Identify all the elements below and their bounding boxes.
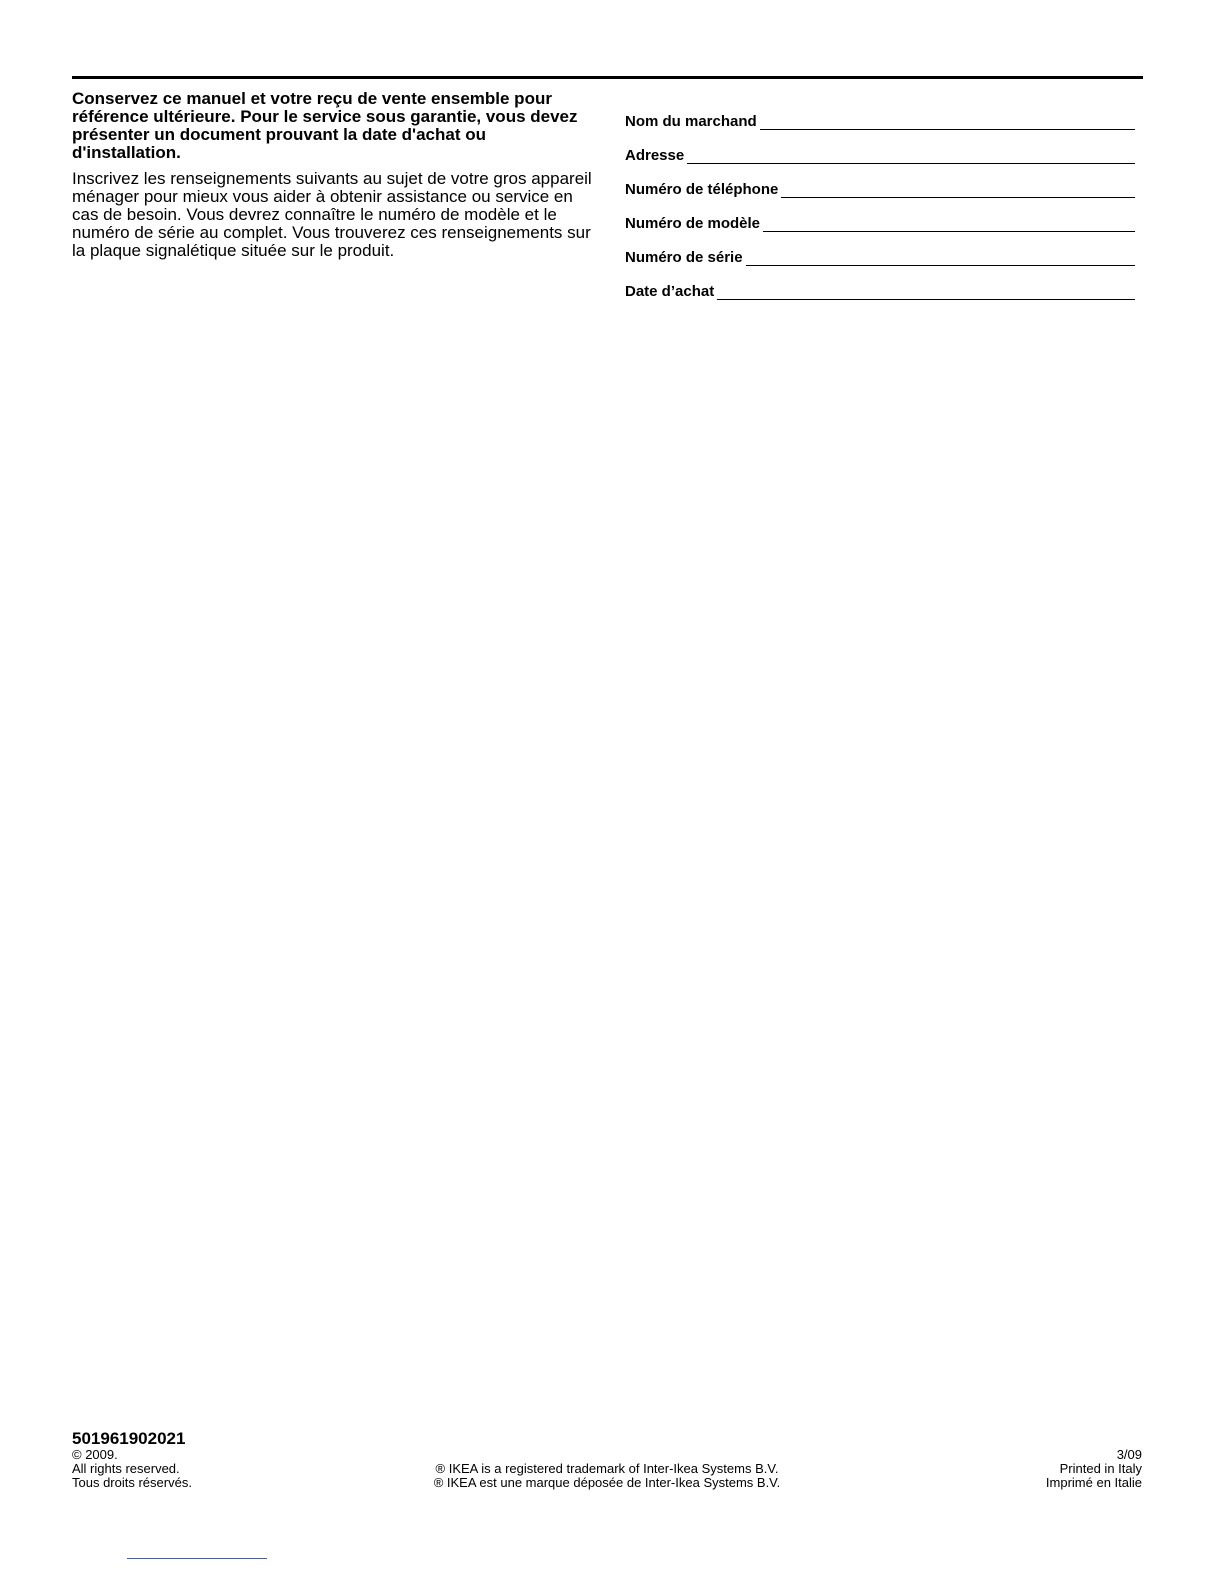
- purchase-date-blank[interactable]: [717, 286, 1135, 300]
- footer-line: Imprimé en Italie: [1045, 1475, 1142, 1490]
- footer-line: ® IKEA est une marque déposée de Inter-Ikea Systems B.V.: [433, 1475, 781, 1490]
- purchase-info-form: [625, 96, 1135, 300]
- field-label: Nom du marchand: [625, 113, 757, 130]
- footer-columns: [72, 1448, 1142, 1496]
- field-model-number: [625, 198, 1135, 232]
- intro-body-text: Inscrivez les renseignements suivants au sujet de votre gros appareil ménager pour mieux vous aider à obtenir assistance ou service en cas de besoin. Vous devrez connaître le numéro de modèle et le numéro de série au complet. Vous trouverez ces renseignements sur la plaque signalétique située sur le produit.: [72, 169, 592, 260]
- footer-line: © 2009.: [72, 1447, 118, 1462]
- field-label: Numéro de modèle: [625, 215, 761, 232]
- phone-blank[interactable]: [781, 184, 1135, 198]
- footer-line: All rights reserved.: [72, 1461, 180, 1476]
- field-address: [625, 130, 1135, 164]
- footer-line: Printed in Italy: [1059, 1461, 1142, 1476]
- footer-copyright: [72, 1448, 192, 1490]
- serial-number-blank[interactable]: [746, 252, 1135, 266]
- intro-section: [72, 90, 592, 260]
- field-serial-number: [625, 232, 1135, 266]
- model-number-blank[interactable]: [763, 218, 1135, 232]
- dealer-name-blank[interactable]: [760, 116, 1135, 130]
- field-label: Date d’achat: [625, 283, 715, 300]
- field-phone: [625, 164, 1135, 198]
- part-number: 501961902021: [72, 1429, 186, 1448]
- field-dealer-name: [625, 96, 1135, 130]
- footer-trademark: [402, 1462, 812, 1490]
- footer-line: 3/09: [1116, 1447, 1142, 1462]
- footer-line: ® IKEA is a registered trademark of Inter-Ikea Systems B.V.: [435, 1461, 779, 1476]
- top-divider: [72, 76, 1143, 79]
- field-purchase-date: [625, 266, 1135, 300]
- field-label: Numéro de série: [625, 249, 743, 266]
- footer-line: Tous droits réservés.: [72, 1475, 192, 1490]
- footer-print-info: [1046, 1448, 1142, 1490]
- field-label: Numéro de téléphone: [625, 181, 779, 198]
- intro-bold-text: Conservez ce manuel et votre reçu de vente ensemble pour référence ultérieure. Pour le service sous garantie, vous devez présenter un document prouvant la date d'achat ou d'installation.: [72, 89, 578, 162]
- page-footer: [72, 1429, 1142, 1496]
- address-blank[interactable]: [687, 150, 1135, 164]
- bottom-link-underline: [127, 1558, 267, 1559]
- field-label: Adresse: [625, 147, 685, 164]
